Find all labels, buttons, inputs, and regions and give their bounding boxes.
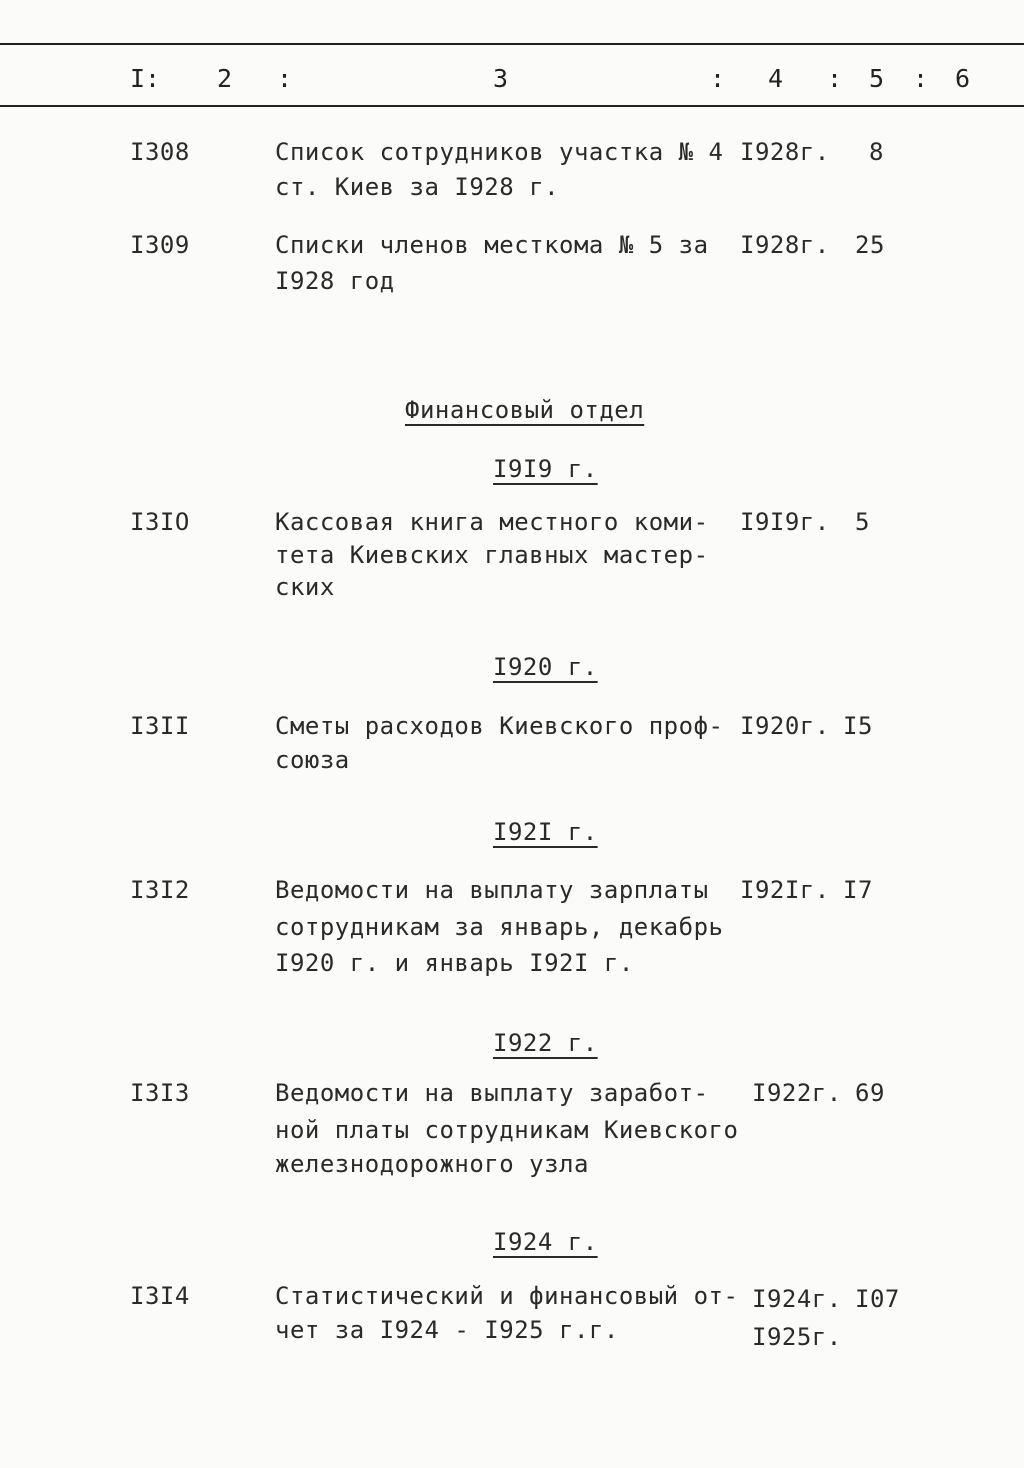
column-header-2: 2 xyxy=(217,64,233,93)
record-sheets: I7 xyxy=(843,876,873,904)
record-date: I9I9г. xyxy=(740,508,830,536)
record-number: I308 xyxy=(130,138,190,166)
column-header-6: 6 xyxy=(955,64,971,93)
column-header-3: 3 xyxy=(493,64,509,93)
record-date: I920г. xyxy=(740,712,830,740)
record-description-line: Ведомости на выплату заработ- xyxy=(275,1079,709,1107)
record-description-line: Ведомости на выплату зарплаты xyxy=(275,876,709,904)
column-separator: : xyxy=(913,64,929,93)
record-description-line: Списки членов месткома № 5 за xyxy=(275,231,709,259)
section-heading-department: Финансовый отдел xyxy=(405,396,645,424)
record-description-line: Список сотрудников участка № 4 xyxy=(275,138,724,166)
column-header-1: I: xyxy=(130,64,161,93)
record-date-end: I925г. xyxy=(752,1323,842,1351)
record-number: I3I4 xyxy=(130,1282,190,1310)
record-date: I924г. xyxy=(752,1285,842,1313)
column-separator: : xyxy=(710,64,726,93)
record-sheets: I07 xyxy=(855,1285,900,1313)
year-heading: I922 г. xyxy=(493,1029,598,1057)
record-number: I309 xyxy=(130,231,190,259)
record-date: I928г. xyxy=(740,231,830,259)
record-description-line: Сметы расходов Киевского проф- xyxy=(275,712,724,740)
record-sheets: 5 xyxy=(855,508,870,536)
record-sheets: I5 xyxy=(843,712,873,740)
record-number: I3I2 xyxy=(130,876,190,904)
header-bottom-rule xyxy=(0,105,1024,107)
year-heading: I92I г. xyxy=(493,818,598,846)
column-header-4: 4 xyxy=(768,64,784,93)
year-heading: I924 г. xyxy=(493,1228,598,1256)
record-sheets: 8 xyxy=(869,138,884,166)
record-description-line: Статистический и финансовый от- xyxy=(275,1282,739,1310)
record-description-line: сотрудникам за январь, декабрь xyxy=(275,913,724,941)
record-description-line: чет за I924 - I925 г.г. xyxy=(275,1316,619,1344)
record-sheets: 69 xyxy=(855,1079,885,1107)
year-heading: I920 г. xyxy=(493,653,598,681)
column-header-5: 5 xyxy=(869,64,885,93)
record-description-line: Кассовая книга местного коми- xyxy=(275,508,709,536)
year-heading: I9I9 г. xyxy=(493,455,598,483)
record-description-line: тета Киевских главных мастер- xyxy=(275,541,709,569)
record-description-line: союза xyxy=(275,746,350,774)
header-top-rule xyxy=(0,43,1024,45)
record-date: I922г. xyxy=(752,1079,842,1107)
record-date: I92Iг. xyxy=(740,876,830,904)
record-date: I928г. xyxy=(740,138,830,166)
column-separator: : xyxy=(827,64,843,93)
record-number: I3II xyxy=(130,712,190,740)
record-description-line: железнодорожного узла xyxy=(275,1150,589,1178)
record-number: I3I3 xyxy=(130,1079,190,1107)
record-number: I3IO xyxy=(130,508,190,536)
record-description-line: I920 г. и январь I92I г. xyxy=(275,949,634,977)
column-separator: : xyxy=(277,64,293,93)
record-description-line: ст. Киев за I928 г. xyxy=(275,173,560,201)
record-description-line: ских xyxy=(275,573,335,601)
record-description-line: I928 год xyxy=(275,267,395,295)
record-sheets: 25 xyxy=(855,231,885,259)
record-description-line: ной платы сотрудникам Киевского xyxy=(275,1116,739,1144)
